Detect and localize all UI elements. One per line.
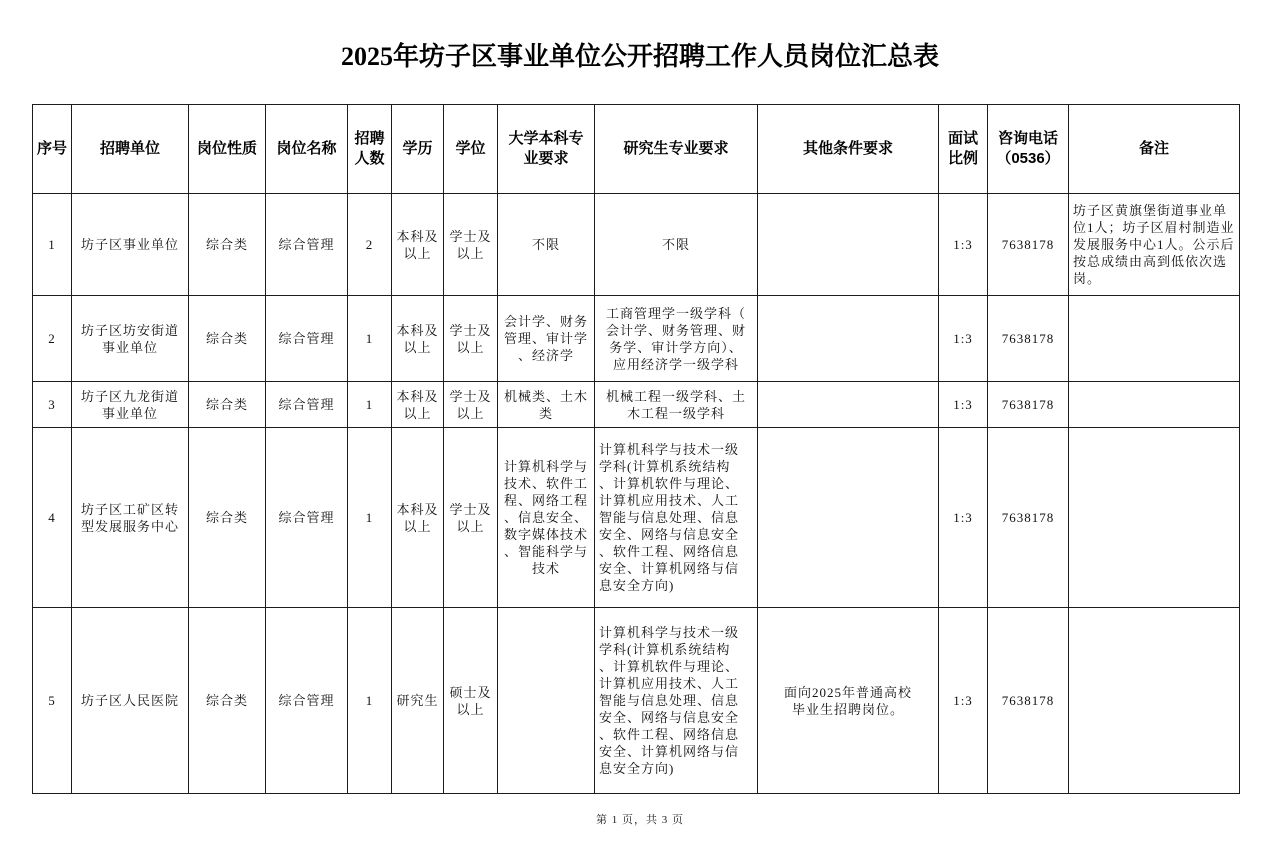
- table-row: [33, 608, 1240, 794]
- cell-remarks: [1069, 428, 1240, 608]
- cell-phone: 7638178: [988, 296, 1069, 382]
- cell-undergrad-major: [498, 608, 595, 794]
- table-row: [33, 296, 1240, 382]
- cell-index: 2: [33, 296, 72, 382]
- cell-index: 5: [33, 608, 72, 794]
- cell-remarks: [1069, 296, 1240, 382]
- cell-headcount: 2: [348, 194, 392, 296]
- cell-remarks: 坊子区黄旗堡街道事业单位1人；坊子区眉村制造业发展服务中心1人。公示后按总成绩由高到低依次选岗。: [1069, 194, 1240, 296]
- cell-interview-ratio: 1:3: [939, 296, 988, 382]
- cell-position-nature: 综合类: [189, 296, 266, 382]
- cell-phone: 7638178: [988, 194, 1069, 296]
- cell-position-name: 综合管理: [266, 428, 348, 608]
- cell-position-nature: 综合类: [189, 194, 266, 296]
- cell-degree: 学士及以上: [444, 194, 498, 296]
- cell-grad-major: 计算机科学与技术一级学科(计算机系统结构、计算机软件与理论、计算机应用技术、人工智能与信息处理、信息安全、网络与信息安全、软件工程、网络信息安全、计算机网络与信息安全方向): [595, 428, 758, 608]
- cell-remarks: [1069, 382, 1240, 428]
- cell-grad-major: 计算机科学与技术一级学科(计算机系统结构、计算机软件与理论、计算机应用技术、人工智能与信息处理、信息安全、网络与信息安全、软件工程、网络信息安全、计算机网络与信息安全方向): [595, 608, 758, 794]
- cell-position-name: 综合管理: [266, 296, 348, 382]
- cell-recruiting-unit: 坊子区九龙街道事业单位: [72, 382, 189, 428]
- cell-headcount: 1: [348, 428, 392, 608]
- cell-education: 本科及以上: [392, 428, 444, 608]
- cell-education: 本科及以上: [392, 296, 444, 382]
- cell-degree: 学士及以上: [444, 296, 498, 382]
- header-undergrad-major: 大学本科专业要求: [498, 105, 595, 194]
- cell-degree: 学士及以上: [444, 428, 498, 608]
- cell-degree: 硕士及以上: [444, 608, 498, 794]
- header-other-requirements: 其他条件要求: [758, 105, 939, 194]
- cell-recruiting-unit: 坊子区事业单位: [72, 194, 189, 296]
- table-row: [33, 382, 1240, 428]
- cell-interview-ratio: 1:3: [939, 428, 988, 608]
- cell-undergrad-major: 机械类、土木类: [498, 382, 595, 428]
- table-row: [33, 428, 1240, 608]
- cell-index: 4: [33, 428, 72, 608]
- cell-recruiting-unit: 坊子区坊安街道事业单位: [72, 296, 189, 382]
- cell-headcount: 1: [348, 382, 392, 428]
- cell-grad-major: 机械工程一级学科、土木工程一级学科: [595, 382, 758, 428]
- cell-index: 1: [33, 194, 72, 296]
- cell-grad-major: 不限: [595, 194, 758, 296]
- table-header-row: [33, 105, 1240, 194]
- cell-position-name: 综合管理: [266, 382, 348, 428]
- cell-position-nature: 综合类: [189, 428, 266, 608]
- header-degree: 学位: [444, 105, 498, 194]
- cell-headcount: 1: [348, 296, 392, 382]
- header-recruiting-unit: 招聘单位: [72, 105, 189, 194]
- header-grad-major: 研究生专业要求: [595, 105, 758, 194]
- header-position-name: 岗位名称: [266, 105, 348, 194]
- table-row: [33, 194, 1240, 296]
- cell-phone: 7638178: [988, 608, 1069, 794]
- cell-education: 研究生: [392, 608, 444, 794]
- cell-phone: 7638178: [988, 428, 1069, 608]
- cell-education: 本科及以上: [392, 382, 444, 428]
- header-index: 序号: [33, 105, 72, 194]
- header-interview-ratio: 面试比例: [939, 105, 988, 194]
- cell-interview-ratio: 1:3: [939, 194, 988, 296]
- header-phone: 咨询电话（0536）: [988, 105, 1069, 194]
- cell-degree: 学士及以上: [444, 382, 498, 428]
- cell-undergrad-major: 不限: [498, 194, 595, 296]
- cell-position-name: 综合管理: [266, 194, 348, 296]
- cell-other-requirements: 面向2025年普通高校毕业生招聘岗位。: [758, 608, 939, 794]
- cell-other-requirements: [758, 428, 939, 608]
- header-remarks: 备注: [1069, 105, 1240, 194]
- page-number: 第 1 页，共 3 页: [596, 814, 684, 826]
- cell-position-name: 综合管理: [266, 608, 348, 794]
- header-education: 学历: [392, 105, 444, 194]
- cell-grad-major: 工商管理学一级学科（会计学、财务管理、财务学、审计学方向）、应用经济学一级学科: [595, 296, 758, 382]
- header-headcount: 招聘人数: [348, 105, 392, 194]
- cell-interview-ratio: 1:3: [939, 608, 988, 794]
- positions-table: [32, 104, 1240, 794]
- cell-recruiting-unit: 坊子区工矿区转型发展服务中心: [72, 428, 189, 608]
- header-position-nature: 岗位性质: [189, 105, 266, 194]
- cell-position-nature: 综合类: [189, 382, 266, 428]
- cell-position-nature: 综合类: [189, 608, 266, 794]
- cell-recruiting-unit: 坊子区人民医院: [72, 608, 189, 794]
- cell-interview-ratio: 1:3: [939, 382, 988, 428]
- cell-phone: 7638178: [988, 382, 1069, 428]
- cell-index: 3: [33, 382, 72, 428]
- cell-other-requirements: [758, 296, 939, 382]
- cell-other-requirements: [758, 194, 939, 296]
- cell-undergrad-major: 会计学、财务管理、审计学、经济学: [498, 296, 595, 382]
- cell-remarks: [1069, 608, 1240, 794]
- cell-other-requirements: [758, 382, 939, 428]
- cell-education: 本科及以上: [392, 194, 444, 296]
- page-title: 2025年坊子区事业单位公开招聘工作人员岗位汇总表: [340, 42, 939, 71]
- cell-undergrad-major: 计算机科学与技术、软件工程、网络工程、信息安全、数字媒体技术、智能科学与技术: [498, 428, 595, 608]
- cell-headcount: 1: [348, 608, 392, 794]
